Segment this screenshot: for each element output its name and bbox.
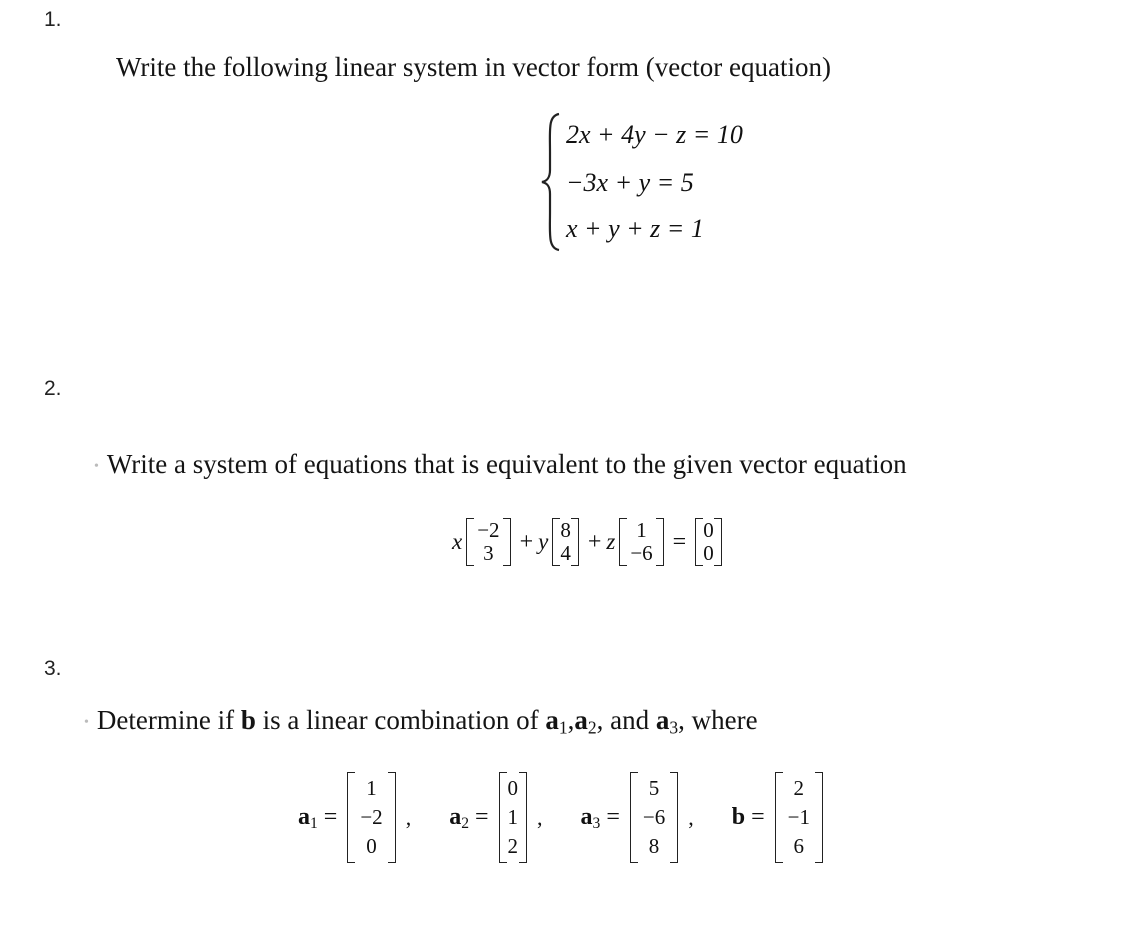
question-number-2: 2.	[44, 377, 62, 400]
q3-a2: a	[574, 705, 588, 735]
vector-a1-entry-1: 1	[366, 776, 377, 800]
vector-1-entry-2: 3	[483, 541, 494, 565]
label-a1-sub: 1	[310, 814, 318, 832]
equals-sign: =	[672, 528, 687, 555]
vector-2-entry-2: 4	[560, 541, 571, 565]
vector-a1-entry-3: 0	[366, 834, 377, 858]
vector-a3-entry-3: 8	[648, 834, 660, 858]
label-a2	[449, 804, 488, 831]
label-b-letter: b	[731, 804, 746, 830]
label-a3	[581, 804, 620, 831]
vector-3-entry-2: −6	[630, 541, 653, 565]
vector-b	[775, 772, 823, 863]
vector-b-entry-2: −1	[787, 805, 810, 829]
equation-1-text: 2x + 4y − z = 10	[566, 120, 743, 149]
plus-sign-2: +	[587, 528, 602, 555]
label-b	[732, 804, 765, 831]
label-b-eq: =	[751, 804, 765, 830]
question-2-prompt	[94, 449, 907, 480]
vector-zero-entry-1: 0	[703, 518, 714, 542]
equation-3-text: x + y + z = 1	[566, 214, 704, 243]
vector-b-entry-1: 2	[793, 776, 805, 800]
separator-1: ,	[405, 804, 412, 830]
vector-a1	[347, 772, 395, 863]
label-a2-sub: 2	[461, 814, 469, 832]
left-brace-icon	[540, 112, 562, 252]
vector-1	[466, 518, 510, 566]
q3-and: , and	[596, 705, 656, 735]
question-number-3: 3.	[44, 657, 62, 680]
question-1-prompt: Write the following linear system in vector form (vector equation)	[116, 52, 831, 82]
equation-2	[566, 168, 694, 198]
equation-3	[566, 214, 704, 244]
label-a3-letter: a	[580, 804, 593, 830]
vector-a3-entry-2: −6	[642, 805, 666, 829]
label-a1	[298, 804, 337, 831]
vector-zero	[695, 518, 722, 566]
bullet-dot-icon: •	[84, 714, 89, 730]
q3-comma: ,	[567, 705, 575, 735]
q3-a3-sub: 3	[669, 717, 679, 738]
linear-system	[540, 112, 800, 252]
vector-2-entry-1: 8	[560, 518, 571, 542]
vector-a2-entry-3: 2	[507, 834, 519, 858]
var-y: y	[538, 529, 549, 554]
label-a1-eq: =	[323, 804, 338, 830]
q3-b: b	[240, 705, 256, 735]
vector-a2	[499, 772, 528, 863]
label-a1-letter: a	[298, 804, 310, 830]
q3-text-1: Determine if	[96, 705, 241, 735]
vector-definitions	[298, 772, 827, 863]
plus-sign-1: +	[519, 528, 534, 555]
vector-3-entry-1: 1	[636, 518, 647, 542]
question-number-1: 1.	[44, 8, 62, 31]
question-3-prompt	[84, 705, 758, 736]
vector-a1-entry-2: −2	[360, 805, 383, 829]
label-a3-sub: 3	[592, 814, 601, 832]
label-a2-letter: a	[449, 804, 462, 830]
vector-a2-entry-2: 1	[507, 805, 519, 829]
vector-a2-entry-1: 0	[507, 776, 519, 800]
question-2-prompt-text: Write a system of equations that is equivalent to the given vector equation	[106, 449, 907, 479]
equation-1	[566, 120, 743, 150]
bullet-dot-icon: •	[94, 458, 99, 474]
separator-2: ,	[537, 804, 543, 830]
q3-a1-sub: 1	[558, 717, 568, 738]
q3-a2-sub: 2	[587, 717, 597, 738]
vector-a3	[630, 772, 678, 863]
vector-2	[552, 518, 579, 566]
vector-equation	[452, 518, 726, 566]
label-a2-eq: =	[474, 804, 489, 830]
q3-text-2: is a linear combination of	[255, 705, 546, 735]
vector-zero-entry-2: 0	[703, 541, 714, 565]
vector-b-entry-3: 6	[793, 834, 805, 858]
var-z: z	[606, 529, 616, 554]
q3-a1: a	[545, 705, 559, 735]
q3-a3: a	[655, 705, 670, 735]
q3-text-end: , where	[678, 705, 758, 735]
label-a3-eq: =	[606, 804, 620, 830]
vector-1-entry-1: −2	[477, 518, 500, 542]
equation-2-text: −3x + y = 5	[566, 168, 694, 197]
separator-3: ,	[688, 804, 694, 830]
var-x: x	[452, 529, 463, 554]
vector-a3-entry-1: 5	[648, 776, 660, 800]
vector-3	[619, 518, 663, 566]
